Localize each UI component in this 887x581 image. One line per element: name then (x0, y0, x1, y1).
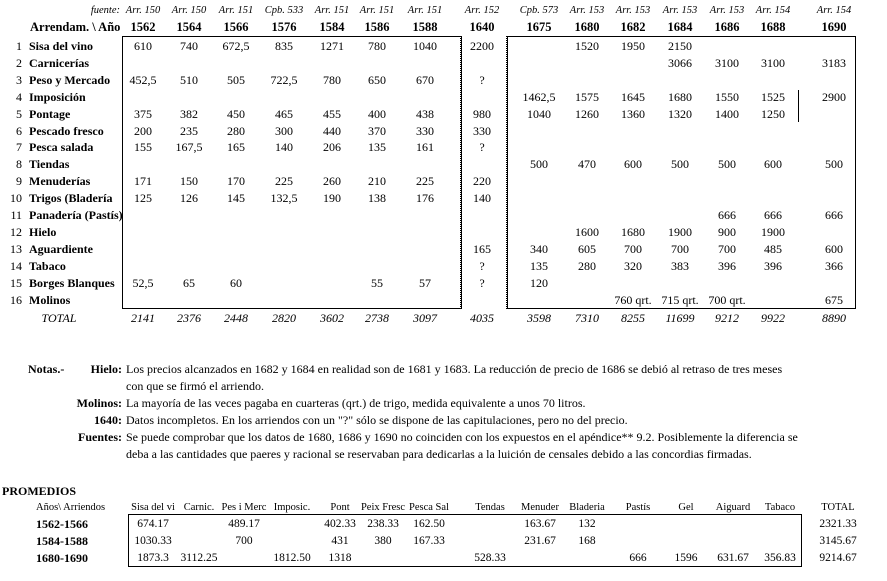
promedios-column-header: Tabaco (764, 502, 796, 513)
cell-value: 780 (323, 72, 341, 87)
cell-value: 135 (368, 140, 386, 155)
cell-value: 132,5 (270, 191, 298, 206)
source-ref: Arr. 154 (755, 5, 791, 16)
promedios-value: 132 (578, 518, 596, 530)
promedios-value: 1873.3 (137, 552, 169, 564)
promedios-row-label: 1562-1566 (36, 517, 88, 531)
cell-value: 2150 (668, 39, 692, 53)
cell-value: 280 (578, 258, 596, 273)
source-ref: Cpb. 573 (519, 5, 559, 16)
cell-value: 780 (368, 39, 386, 53)
cell-value: 1271 (320, 39, 344, 53)
promedios-value: 1030.33 (134, 535, 172, 547)
bracket-line (798, 90, 799, 122)
cell-value: 1462,5 (522, 89, 556, 104)
cell-value: ? (479, 140, 485, 155)
cell-value: 1550 (715, 89, 739, 104)
note-label: Fuentes: (78, 430, 122, 444)
cell-value: 125 (134, 191, 152, 206)
total-value: 2376 (177, 311, 201, 326)
cell-value: 670 (416, 72, 434, 87)
row-label: Hielo (29, 224, 57, 239)
cell-value: 600 (624, 157, 642, 172)
promedios-column-header: Bladeria (569, 502, 605, 513)
cell-value: 440 (323, 123, 341, 138)
cell-value: 55 (371, 275, 383, 290)
cell-value: 140 (473, 191, 491, 206)
cell-value: 260 (323, 174, 341, 189)
cell-value: 1600 (575, 224, 599, 239)
row-number: 13 (10, 241, 22, 256)
main-table-border-right (507, 36, 856, 309)
promedios-column-header: TOTAL (821, 502, 855, 513)
source-ref: Arr. 151 (218, 5, 254, 16)
row-number: 9 (16, 174, 22, 189)
cell-value: 60 (230, 275, 242, 290)
cell-value: 1525 (761, 89, 785, 104)
source-ref: Arr. 151 (314, 5, 350, 16)
promedios-value: 168 (578, 535, 596, 547)
cell-value: 510 (180, 72, 198, 87)
cell-value: 165 (473, 241, 491, 256)
row-label: Tiendas (29, 157, 70, 172)
cell-value: 2900 (822, 89, 846, 104)
row-label: Pesca salada (29, 140, 94, 155)
cell-value: 57 (419, 275, 431, 290)
cell-value: 610 (134, 39, 152, 53)
total-label: TOTAL (41, 311, 77, 326)
promedios-column-header: Aiguard (715, 502, 751, 513)
row-number: 6 (16, 123, 22, 138)
note-label: 1640: (94, 413, 122, 427)
note-text: Se puede comprobar que los datos de 1680, 1686 y 1690 no coinciden con los expuestos en el apéndice** 9.2. Posiblemente la diferencia se (126, 430, 798, 444)
cell-value: 1680 (621, 224, 645, 239)
promedios-border (128, 514, 802, 567)
row-number: 5 (16, 106, 22, 121)
total-value: 11699 (665, 311, 695, 326)
promedios-value: 1596 (674, 552, 698, 564)
year-header: 1566 (223, 20, 249, 34)
source-ref: Arr. 153 (662, 5, 698, 16)
cell-value: 190 (323, 191, 341, 206)
cell-value: 666 (718, 208, 736, 222)
year-header: 1675 (526, 20, 552, 34)
cell-value: 330 (416, 123, 434, 138)
cell-value: 382 (180, 106, 198, 121)
total-value: 2141 (131, 311, 155, 326)
cell-value: 1950 (621, 39, 645, 53)
total-value: 3598 (527, 311, 551, 326)
cell-value: 470 (578, 157, 596, 172)
separator-1640-right (506, 36, 507, 309)
fuente-label: fuente: (90, 5, 120, 16)
cell-value: 52,5 (132, 275, 154, 290)
cell-value: 700 qrt. (708, 292, 746, 307)
note-text: La mayoría de las veces pagaba en cuarteras (qrt.) de trigo, medida equivalente a unos 70 litros. (126, 396, 586, 410)
promedios-value: 9214.67 (819, 552, 857, 564)
year-header: 1688 (760, 20, 786, 34)
cell-value: 340 (530, 241, 548, 256)
row-number: 10 (10, 191, 22, 206)
source-ref: Arr. 151 (359, 5, 395, 16)
year-header: 1562 (130, 20, 156, 34)
note-text: deba a las cantidades que paeres y racional se reservaban para dedicarlas a la luición de censales debido a las concordias firmadas. (126, 447, 752, 461)
cell-value: 176 (416, 191, 434, 206)
cell-value: 675 (825, 292, 843, 307)
year-header: 1686 (714, 20, 740, 34)
promedios-value: 1812.50 (273, 552, 311, 564)
cell-value: 1645 (621, 89, 645, 104)
cell-value: 225 (275, 174, 293, 189)
cell-value: 700 (624, 241, 642, 256)
cell-value: 1320 (668, 106, 692, 121)
row-label: Tabaco (29, 258, 66, 273)
cell-value: 1520 (575, 39, 599, 53)
cell-value: 980 (473, 106, 491, 121)
note-label: Hielo: (90, 362, 122, 376)
cell-value: 138 (368, 191, 386, 206)
row-number: 16 (10, 292, 22, 307)
cell-value: 3100 (715, 55, 739, 70)
promedios-value: 162.50 (413, 518, 445, 530)
row-label: Pontage (29, 106, 71, 121)
row-number: 15 (10, 275, 22, 290)
source-ref: Arr. 154 (816, 5, 852, 16)
promedios-value: 238.33 (367, 518, 399, 530)
row-number: 8 (16, 157, 22, 172)
cell-value: 400 (368, 106, 386, 121)
cell-value: ? (479, 72, 485, 87)
promedios-value: 1318 (328, 552, 352, 564)
promedios-column-header: Sisa del vi (131, 502, 175, 513)
note-label: Molinos: (76, 396, 122, 410)
promedios-column-header: Peix Fresc (360, 502, 406, 513)
row-number: 11 (10, 208, 22, 222)
cell-value: 366 (825, 258, 843, 273)
cell-value: 672,5 (222, 39, 250, 53)
cell-value: 600 (764, 157, 782, 172)
promedios-value: 402.33 (324, 518, 356, 530)
source-ref: Arr. 153 (615, 5, 651, 16)
cell-value: 1900 (668, 224, 692, 239)
source-ref: Arr. 153 (569, 5, 605, 16)
total-value: 7310 (575, 311, 599, 326)
promedios-value: 2321.33 (819, 518, 857, 530)
cell-value: 225 (416, 174, 434, 189)
promedios-column-header: Pes i Merc (221, 502, 267, 513)
promedios-row-label: 1680-1690 (36, 551, 88, 565)
year-header: 1684 (667, 20, 693, 34)
cell-value: 220 (473, 174, 491, 189)
cell-value: 235 (180, 123, 198, 138)
promedios-value: 231.67 (524, 535, 556, 547)
row-number: 2 (16, 55, 22, 70)
promedios-title: PROMEDIOS (2, 484, 77, 498)
cell-value: 3066 (668, 55, 692, 70)
cell-value: 161 (416, 140, 434, 155)
total-value: 9922 (761, 311, 785, 326)
cell-value: 450 (227, 106, 245, 121)
promedios-column-header: Tendas (475, 502, 505, 513)
promedios-value: 700 (235, 535, 253, 547)
cell-value: 155 (134, 140, 152, 155)
promedios-column-header: Pesca Sal (409, 502, 449, 513)
source-ref: Arr. 150 (125, 5, 161, 16)
promedios-row-label: 1584-1588 (36, 534, 88, 548)
total-value: 3602 (320, 311, 344, 326)
row-number: 7 (16, 140, 22, 155)
row-number: 12 (10, 224, 22, 239)
cell-value: 126 (180, 191, 198, 206)
promedios-header-label: Años\ Arriendos (36, 502, 106, 513)
promedios-value: 528.33 (474, 552, 506, 564)
row-label: Sisa del vino (29, 39, 94, 53)
cell-value: 280 (227, 123, 245, 138)
total-value: 2738 (365, 311, 389, 326)
row-label: Panadería (Pastís) (29, 208, 123, 222)
cell-value: 722,5 (270, 72, 298, 87)
row-label: Borges Blanques (29, 275, 115, 290)
row-number: 3 (16, 72, 22, 87)
cell-value: 505 (227, 72, 245, 87)
cell-value: 200 (134, 123, 152, 138)
row-number: 4 (16, 89, 22, 104)
cell-value: 1900 (761, 224, 785, 239)
total-value: 2448 (224, 311, 248, 326)
cell-value: 465 (275, 106, 293, 121)
notes-title: Notas.- (28, 362, 65, 376)
cell-value: 715 qrt. (661, 292, 699, 307)
note-text: con que se firmó el arriendo. (126, 379, 264, 393)
cell-value: 65 (183, 275, 195, 290)
year-header: 1576 (271, 20, 297, 34)
cell-value: 210 (368, 174, 386, 189)
note-text: Los precios alcanzados en 1682 y 1684 en realidad son de 1681 y 1683. La reducción de precio de 1686 se debió al retraso de tres meses (126, 362, 783, 376)
cell-value: 600 (825, 241, 843, 256)
cell-value: 500 (718, 157, 736, 172)
cell-value: 3183 (822, 55, 846, 70)
cell-value: 700 (671, 241, 689, 256)
cell-value: 170 (227, 174, 245, 189)
promedios-value: 356.83 (764, 552, 796, 564)
cell-value: 760 qrt. (614, 292, 652, 307)
year-header: 1586 (364, 20, 390, 34)
cell-value: 3100 (761, 55, 785, 70)
row-label: Pescado fresco (29, 123, 104, 138)
row-label: Imposición (29, 89, 86, 104)
cell-value: 300 (275, 123, 293, 138)
promedios-value: 3112.25 (180, 552, 218, 564)
cell-value: 1260 (575, 106, 599, 121)
cell-value: 1360 (621, 106, 645, 121)
promedios-value: 666 (629, 552, 647, 564)
cell-value: 2200 (470, 39, 494, 53)
year-header: 1682 (620, 20, 646, 34)
row-number: 14 (10, 258, 22, 273)
cell-value: 370 (368, 123, 386, 138)
cell-value: 120 (530, 275, 548, 290)
cell-value: 455 (323, 106, 341, 121)
cell-value: 165 (227, 140, 245, 155)
cell-value: 135 (530, 258, 548, 273)
cell-value: 650 (368, 72, 386, 87)
cell-value: 485 (764, 241, 782, 256)
promedios-column-header: Gel (678, 502, 694, 513)
row-number: 1 (16, 39, 22, 53)
row-label: Molinos (29, 292, 71, 307)
cell-value: 171 (134, 174, 152, 189)
cell-value: 167,5 (175, 140, 203, 155)
cell-value: 1040 (527, 106, 551, 121)
cell-value: 1040 (413, 39, 437, 53)
cell-value: ? (479, 275, 485, 290)
promedios-value: 163.67 (524, 518, 556, 530)
cell-value: 700 (718, 241, 736, 256)
cell-value: ? (479, 258, 485, 273)
promedios-column-header: Imposic. (273, 502, 311, 513)
promedios-value: 674.17 (137, 518, 169, 530)
source-ref: Cpb. 533 (264, 5, 304, 16)
row-label: Trigos (Bladería (29, 191, 113, 206)
promedios-value: 631.67 (717, 552, 749, 564)
cell-value: 666 (764, 208, 782, 222)
cell-value: 500 (825, 157, 843, 172)
cell-value: 140 (275, 140, 293, 155)
promedios-value: 380 (374, 535, 392, 547)
cell-value: 383 (671, 258, 689, 273)
year-header: 1680 (574, 20, 600, 34)
year-header: 1588 (412, 20, 438, 34)
total-value: 8255 (621, 311, 645, 326)
promedios-column-header: Pont (330, 502, 350, 513)
promedios-column-header: Pastís (625, 502, 651, 513)
cell-value: 206 (323, 140, 341, 155)
cell-value: 1250 (761, 106, 785, 121)
cell-value: 150 (180, 174, 198, 189)
cell-value: 438 (416, 106, 434, 121)
total-value: 3097 (413, 311, 437, 326)
cell-value: 1575 (575, 89, 599, 104)
promedios-column-header: Carnic. (183, 502, 215, 513)
cell-value: 500 (530, 157, 548, 172)
note-text: Datos incompletos. En los arriendos con un "?" sólo se dispone de las capitulaciones, pero no del precio. (126, 413, 628, 427)
promedios-value: 489.17 (228, 518, 260, 530)
cell-value: 740 (180, 39, 198, 53)
source-ref: Arr. 152 (464, 5, 500, 16)
cell-value: 666 (825, 208, 843, 222)
promedios-value: 3145.67 (819, 535, 857, 547)
promedios-value: 167.33 (413, 535, 445, 547)
cell-value: 330 (473, 123, 491, 138)
cell-value: 396 (718, 258, 736, 273)
year-header: 1564 (176, 20, 202, 34)
total-value: 9212 (715, 311, 739, 326)
source-ref: Arr. 150 (171, 5, 207, 16)
source-ref: Arr. 153 (709, 5, 745, 16)
source-ref: Arr. 151 (407, 5, 443, 16)
cell-value: 1680 (668, 89, 692, 104)
cell-value: 452,5 (129, 72, 157, 87)
total-value: 2820 (272, 311, 296, 326)
total-value: 4035 (470, 311, 494, 326)
cell-value: 605 (578, 241, 596, 256)
cell-value: 835 (275, 39, 293, 53)
cell-value: 375 (134, 106, 152, 121)
row-label: Carnicerías (29, 55, 89, 70)
cell-value: 145 (227, 191, 245, 206)
cell-value: 500 (671, 157, 689, 172)
main-table-border (122, 36, 462, 309)
year-header: 1584 (319, 20, 345, 34)
row-label: Menuderías (29, 174, 91, 189)
cell-value: 1400 (715, 106, 739, 121)
promedios-column-header: Menuder (521, 502, 559, 513)
cell-value: 396 (764, 258, 782, 273)
row-label: Peso y Mercado (29, 72, 111, 87)
separator-1640-left (460, 36, 461, 309)
year-header: 1640 (469, 20, 495, 34)
header-label: Arrendam. \ Año (30, 20, 121, 34)
cell-value: 320 (624, 258, 642, 273)
year-header: 1690 (821, 20, 847, 34)
cell-value: 900 (718, 224, 736, 239)
row-label: Aguardiente (29, 241, 93, 256)
promedios-value: 431 (331, 535, 349, 547)
total-value: 8890 (822, 311, 846, 326)
